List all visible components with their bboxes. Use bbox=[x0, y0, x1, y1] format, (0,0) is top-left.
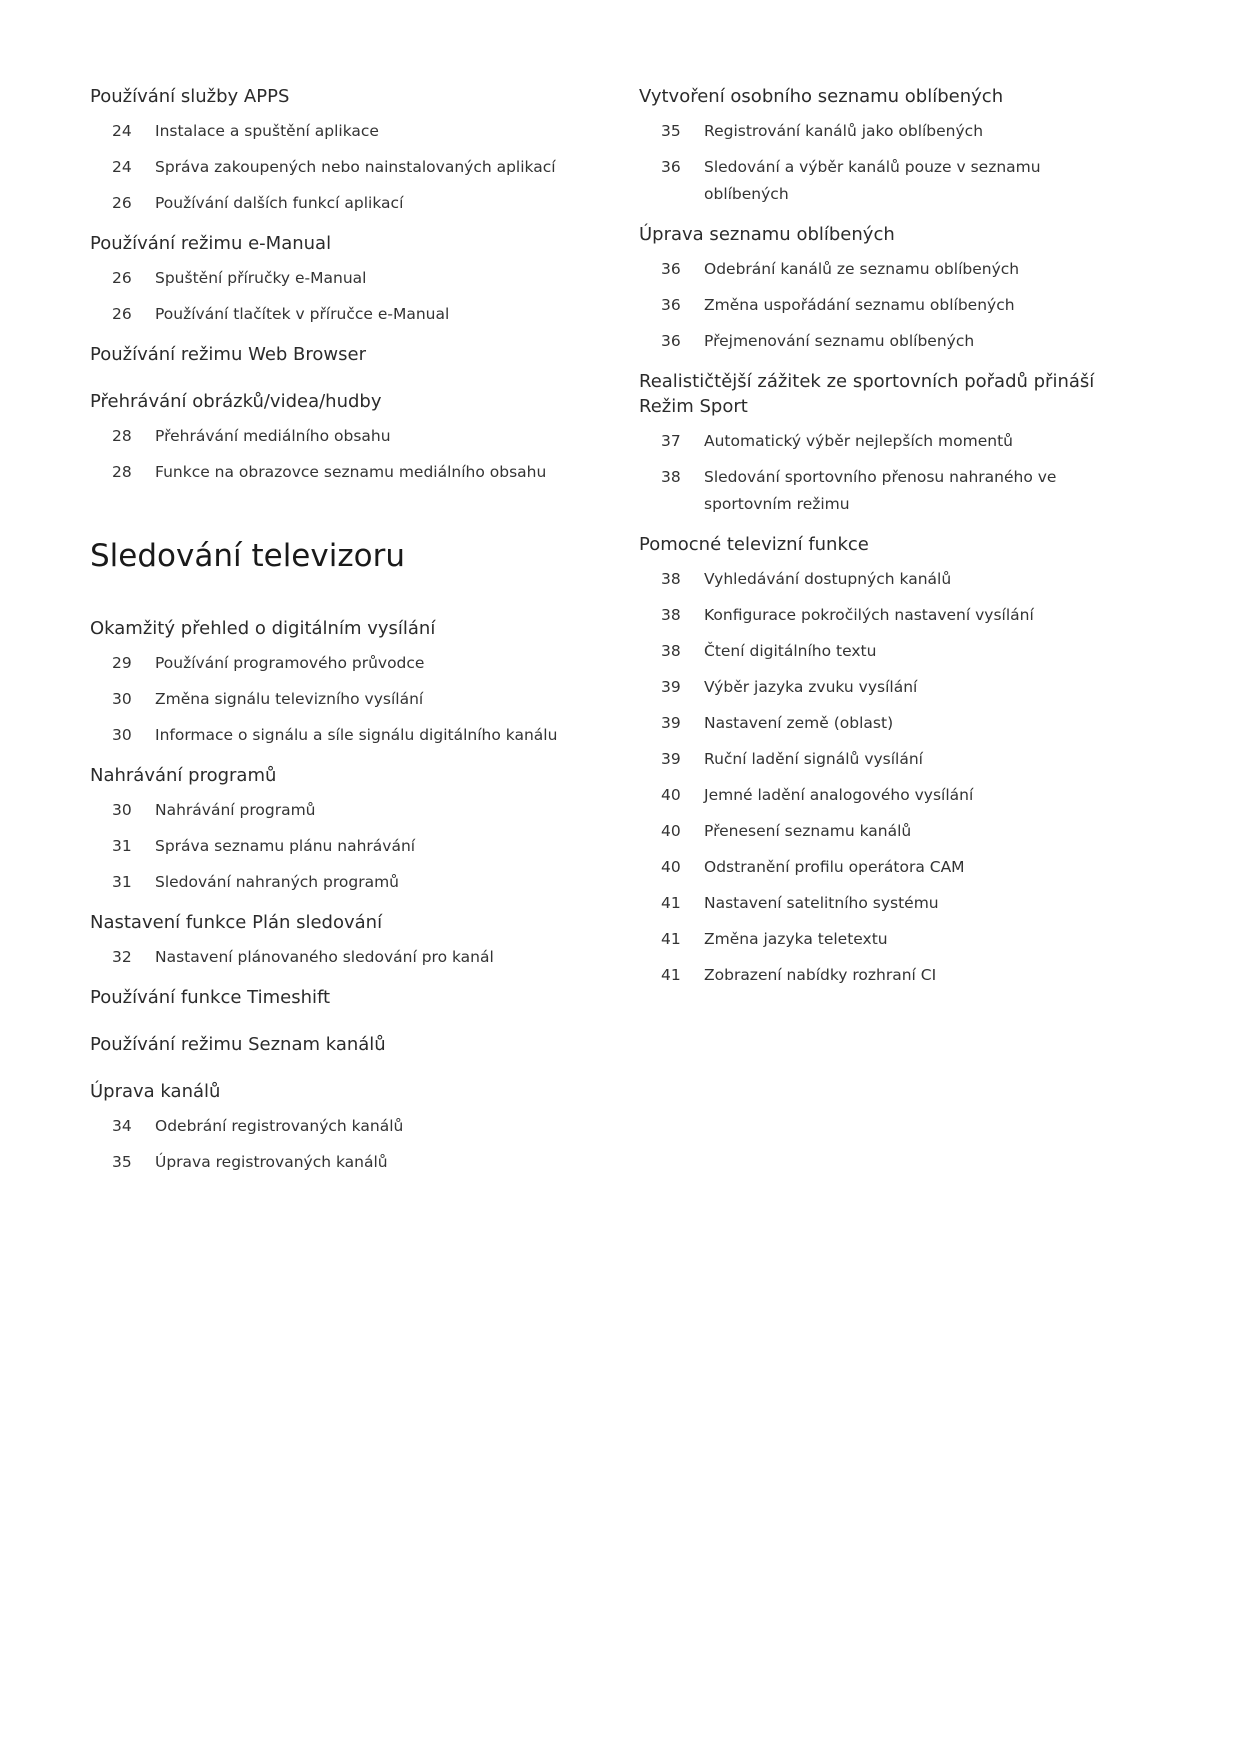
page-number: 31 bbox=[112, 837, 132, 855]
page-number: 41 bbox=[661, 966, 681, 984]
entry-title: Informace o signálu a síle signálu digitálního kanálu bbox=[155, 726, 558, 744]
page-number: 26 bbox=[112, 194, 132, 212]
toc-entry-list bbox=[90, 265, 590, 328]
entry-title: Sledování sportovního přenosu nahraného ve sportovním režimu bbox=[704, 468, 1057, 513]
toc-section bbox=[90, 231, 590, 328]
toc-section bbox=[90, 1032, 590, 1057]
toc-entry-list bbox=[639, 428, 1119, 518]
page-number: 40 bbox=[661, 822, 681, 840]
toc-entry-list bbox=[90, 1113, 590, 1176]
toc-entry[interactable] bbox=[639, 710, 1119, 737]
page-number: 38 bbox=[661, 642, 681, 660]
section-title[interactable]: Nastavení funkce Plán sledování bbox=[90, 912, 383, 933]
entry-title: Přenesení seznamu kanálů bbox=[704, 822, 912, 840]
page-number: 34 bbox=[112, 1117, 132, 1135]
toc-entry[interactable] bbox=[639, 328, 1119, 355]
toc-entry[interactable] bbox=[639, 566, 1119, 593]
toc-entry-list bbox=[90, 118, 590, 217]
toc-entry[interactable] bbox=[90, 797, 590, 824]
entry-title: Spuštění příručky e-Manual bbox=[155, 269, 367, 287]
toc-entry[interactable] bbox=[639, 746, 1119, 773]
toc-section bbox=[639, 532, 1119, 989]
page-number: 36 bbox=[661, 296, 681, 314]
toc-entry[interactable] bbox=[90, 459, 590, 486]
entry-title: Změna uspořádání seznamu oblíbených bbox=[704, 296, 1015, 314]
entry-title: Změna jazyka teletextu bbox=[704, 930, 888, 948]
page-number: 31 bbox=[112, 873, 132, 891]
entry-title: Výběr jazyka zvuku vysílání bbox=[704, 678, 918, 696]
entry-title: Změna signálu televizního vysílání bbox=[155, 690, 424, 708]
entry-title: Přejmenování seznamu oblíbených bbox=[704, 332, 975, 350]
toc-entry-list bbox=[90, 944, 590, 971]
entry-title: Nastavení plánovaného sledování pro kanál bbox=[155, 948, 494, 966]
entry-title: Ruční ladění signálů vysílání bbox=[704, 750, 923, 768]
toc-entry-list bbox=[639, 118, 1119, 208]
toc-section bbox=[90, 763, 590, 896]
toc-entry[interactable] bbox=[90, 869, 590, 896]
toc-entry[interactable] bbox=[639, 118, 1119, 145]
entry-title: Používání dalších funkcí aplikací bbox=[155, 194, 404, 212]
section-title[interactable]: Okamžitý přehled o digitálním vysílání bbox=[90, 618, 436, 639]
section-title[interactable]: Vytvoření osobního seznamu oblíbených bbox=[639, 86, 1004, 107]
toc-entry[interactable] bbox=[90, 1113, 590, 1140]
entry-title: Odebrání registrovaných kanálů bbox=[155, 1117, 404, 1135]
entry-title: Přehrávání mediálního obsahu bbox=[155, 427, 391, 445]
entry-title: Sledování a výběr kanálů pouze v seznamu oblíbených bbox=[704, 158, 1041, 203]
toc-entry[interactable] bbox=[90, 301, 590, 328]
section-title[interactable]: Používání funkce Timeshift bbox=[90, 987, 331, 1008]
toc-entry[interactable] bbox=[90, 686, 590, 713]
page-number: 29 bbox=[112, 654, 132, 672]
toc-section bbox=[90, 342, 590, 367]
page-number: 41 bbox=[661, 894, 681, 912]
toc-entry-list bbox=[90, 650, 590, 749]
entry-title: Používání tlačítek v příručce e-Manual bbox=[155, 305, 450, 323]
page-number: 24 bbox=[112, 158, 132, 176]
section-title[interactable]: Používání režimu Web Browser bbox=[90, 344, 366, 365]
chapter-sections bbox=[90, 616, 590, 1176]
toc-section bbox=[90, 84, 590, 217]
chapter-title: Sledování televizoru bbox=[90, 538, 405, 574]
toc-entry[interactable] bbox=[90, 154, 590, 181]
section-title[interactable]: Úprava kanálů bbox=[90, 1081, 221, 1102]
toc-section bbox=[90, 985, 590, 1010]
toc-entry[interactable] bbox=[639, 428, 1119, 455]
entry-title: Odebrání kanálů ze seznamu oblíbených bbox=[704, 260, 1020, 278]
section-title[interactable]: Pomocné televizní funkce bbox=[639, 534, 869, 555]
toc-section bbox=[90, 910, 590, 971]
entry-title: Sledování nahraných programů bbox=[155, 873, 400, 891]
entry-title: Používání programového průvodce bbox=[155, 654, 425, 672]
page-number: 26 bbox=[112, 269, 132, 287]
toc-entry[interactable] bbox=[639, 962, 1119, 989]
toc-entry[interactable] bbox=[639, 292, 1119, 319]
section-title[interactable]: Používání režimu e-Manual bbox=[90, 233, 332, 254]
entry-title: Úprava registrovaných kanálů bbox=[155, 1153, 388, 1171]
toc-right-column bbox=[639, 84, 1119, 1003]
page-number: 32 bbox=[112, 948, 132, 966]
entry-title: Nastavení satelitního systému bbox=[704, 894, 939, 912]
page-number: 30 bbox=[112, 726, 132, 744]
toc-entry-list bbox=[639, 256, 1119, 355]
entry-title: Instalace a spuštění aplikace bbox=[155, 122, 379, 140]
page-number: 30 bbox=[112, 690, 132, 708]
toc-entry[interactable] bbox=[639, 890, 1119, 917]
page-number: 38 bbox=[661, 468, 681, 486]
page-number: 28 bbox=[112, 427, 132, 445]
entry-title: Čtení digitálního textu bbox=[704, 642, 877, 660]
section-title[interactable]: Používání služby APPS bbox=[90, 86, 290, 107]
entry-title: Konfigurace pokročilých nastavení vysílání bbox=[704, 606, 1034, 624]
page-number: 36 bbox=[661, 260, 681, 278]
toc-entry[interactable] bbox=[90, 944, 590, 971]
page-number: 35 bbox=[112, 1153, 132, 1171]
toc-section bbox=[90, 1079, 590, 1176]
toc-entry[interactable] bbox=[639, 926, 1119, 953]
page-number: 30 bbox=[112, 801, 132, 819]
entry-title: Zobrazení nabídky rozhraní CI bbox=[704, 966, 937, 984]
toc-entry[interactable] bbox=[639, 256, 1119, 283]
toc-entry[interactable] bbox=[639, 638, 1119, 665]
toc-entry[interactable] bbox=[90, 423, 590, 450]
toc-entry[interactable] bbox=[639, 782, 1119, 809]
toc-section bbox=[90, 616, 590, 749]
page-number: 38 bbox=[661, 570, 681, 588]
page-number: 28 bbox=[112, 463, 132, 481]
entry-title: Automatický výběr nejlepších momentů bbox=[704, 432, 1013, 450]
toc-entry[interactable] bbox=[90, 722, 590, 749]
toc-entry-list bbox=[639, 566, 1119, 989]
section-title[interactable]: Používání režimu Seznam kanálů bbox=[90, 1034, 386, 1055]
toc-entry[interactable] bbox=[639, 674, 1119, 701]
toc-entry[interactable] bbox=[90, 650, 590, 677]
right-sections bbox=[639, 84, 1119, 989]
entry-title: Registrování kanálů jako oblíbených bbox=[704, 122, 984, 140]
page-number: 39 bbox=[661, 750, 681, 768]
toc-section bbox=[639, 84, 1119, 208]
page-number: 36 bbox=[661, 332, 681, 350]
toc-entry[interactable] bbox=[639, 154, 1119, 208]
toc-entry[interactable] bbox=[639, 818, 1119, 845]
page-number: 39 bbox=[661, 678, 681, 696]
entry-title: Odstranění profilu operátora CAM bbox=[704, 858, 965, 876]
toc-left-column bbox=[90, 84, 590, 1190]
left-top-sections bbox=[90, 84, 590, 486]
section-title[interactable]: Nahrávání programů bbox=[90, 765, 277, 786]
toc-entry[interactable] bbox=[90, 118, 590, 145]
toc-entry[interactable] bbox=[639, 464, 1119, 518]
section-title[interactable]: Realističtější zážitek ze sportovních pořadů přináší Režim Sport bbox=[639, 371, 1095, 417]
page-number: 35 bbox=[661, 122, 681, 140]
toc-section bbox=[639, 222, 1119, 355]
page-number: 26 bbox=[112, 305, 132, 323]
page-number: 40 bbox=[661, 858, 681, 876]
entry-title: Nastavení země (oblast) bbox=[704, 714, 894, 732]
page-number: 36 bbox=[661, 158, 681, 176]
page-number: 41 bbox=[661, 930, 681, 948]
page-number: 40 bbox=[661, 786, 681, 804]
toc-entry-list bbox=[90, 797, 590, 896]
toc-section bbox=[639, 369, 1119, 518]
toc-entry-list bbox=[90, 423, 590, 486]
toc-entry[interactable] bbox=[90, 190, 590, 217]
page-number: 37 bbox=[661, 432, 681, 450]
toc-entry[interactable] bbox=[90, 833, 590, 860]
page-number: 39 bbox=[661, 714, 681, 732]
toc-section bbox=[90, 389, 590, 486]
entry-title: Funkce na obrazovce seznamu mediálního obsahu bbox=[155, 463, 547, 481]
entry-title: Vyhledávání dostupných kanálů bbox=[704, 570, 952, 588]
entry-title: Nahrávání programů bbox=[155, 801, 316, 819]
section-title[interactable]: Přehrávání obrázků/videa/hudby bbox=[90, 391, 382, 412]
page-number: 38 bbox=[661, 606, 681, 624]
page-number: 24 bbox=[112, 122, 132, 140]
entry-title: Správa zakoupených nebo nainstalovaných aplikací bbox=[155, 158, 556, 176]
toc-entry[interactable] bbox=[639, 602, 1119, 629]
section-title[interactable]: Úprava seznamu oblíbených bbox=[639, 224, 895, 245]
toc-entry[interactable] bbox=[639, 854, 1119, 881]
toc-entry[interactable] bbox=[90, 265, 590, 292]
entry-title: Správa seznamu plánu nahrávání bbox=[155, 837, 416, 855]
toc-entry[interactable] bbox=[90, 1149, 590, 1176]
entry-title: Jemné ladění analogového vysílání bbox=[704, 786, 974, 804]
